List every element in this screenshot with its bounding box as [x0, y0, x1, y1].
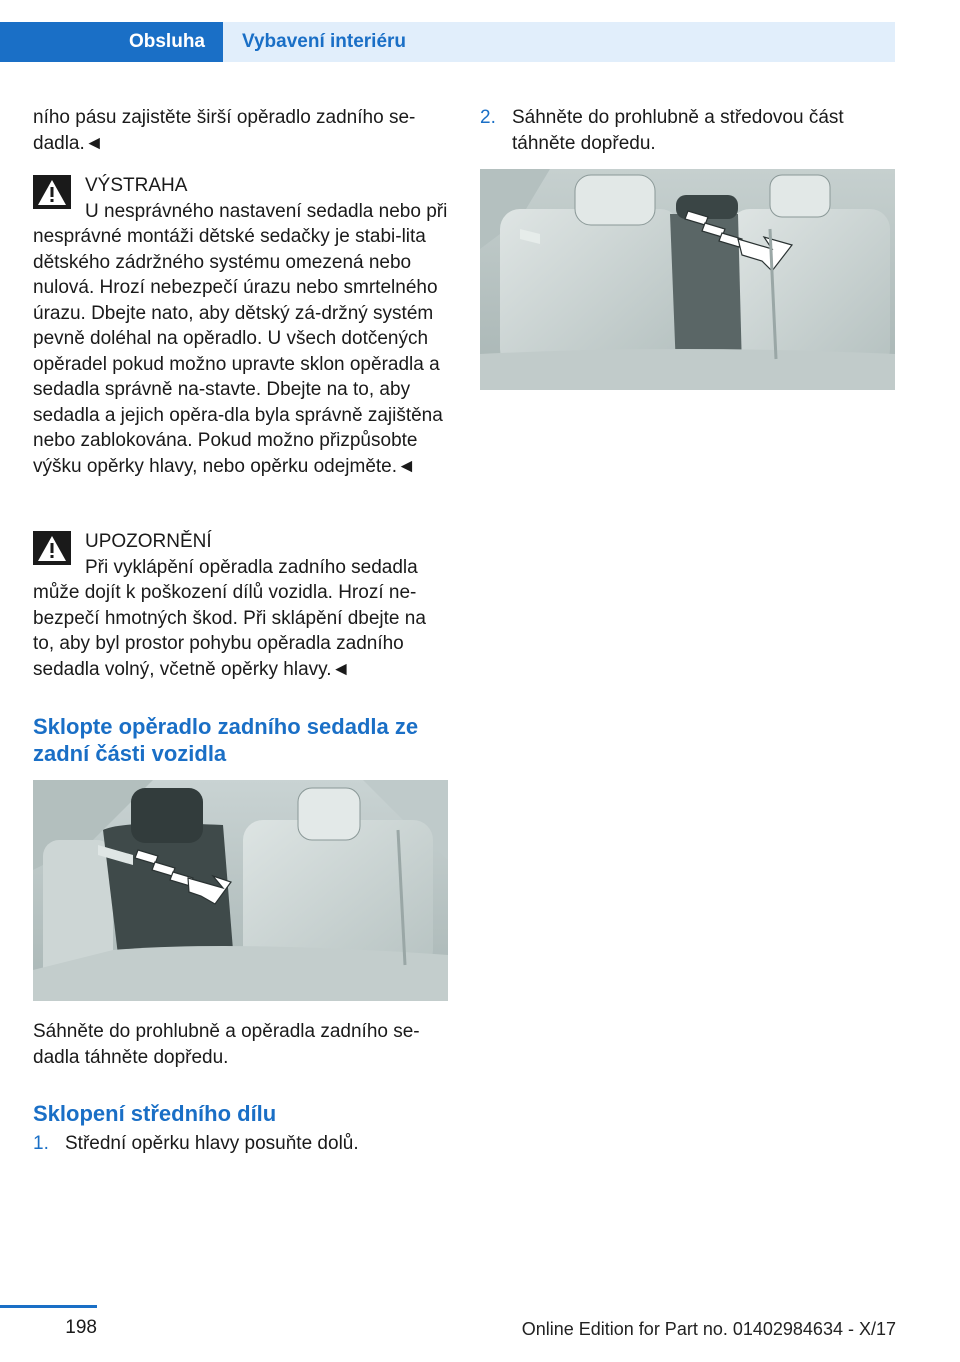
step-2-text: Sáhněte do prohlubně a středovou část táhněte dopředu.	[512, 107, 844, 154]
footer-edition: Online Edition for Part no. 01402984634 - X/17	[521, 1319, 896, 1339]
figure-caption: Sáhněte do prohlubně a opěradla zadního se‐dadla táhněte dopředu.	[33, 1021, 420, 1068]
step-1	[33, 1131, 448, 1157]
step-1-number: 1.	[33, 1133, 49, 1154]
page-number: 198	[65, 1317, 97, 1338]
warning-triangle-icon	[33, 531, 71, 565]
warning-title: VÝSTRAHA	[85, 175, 188, 196]
footer-rule	[0, 1305, 97, 1308]
intro-paragraph: ního pásu zajistěte širší opěradlo zadního se‐dadla.◄	[33, 107, 416, 154]
warning-text: U nesprávného nastavení sedadla nebo při nesprávné montáži dětské sedačky je stabi‐lita dětského zádržného systému omezená nebo nulová. Hrozí nebezpečí úrazu nebo smrtelného úrazu. Dbejte nato, aby dětský zá‐držný systém pevně doléhal na opěradlo. U všech dotčených opěradel pokud možno upravte sklon opěradla a sedadla správně na‐stavte. Dbejte na to, aby sedadla a jejich opěra‐dla byla správně zajištěna nebo zablokována. Pokud možno přizpůsobte výšku opěrky hlavy, nebo opěrku odejměte.◄	[33, 200, 448, 477]
header-tab-operation: Obsluha	[0, 22, 223, 62]
step-1-text: Střední opěrku hlavy posuňte dolů.	[65, 1133, 359, 1154]
caution-block	[33, 529, 448, 682]
rear-seat-middle-section-figure	[480, 169, 895, 390]
step-2	[480, 105, 896, 157]
step-2-number: 2.	[480, 107, 496, 128]
rear-seat-backrest-figure	[33, 780, 448, 1001]
warning-block	[33, 173, 448, 479]
caution-title: UPOZORNĚNÍ	[85, 531, 212, 552]
page-header	[0, 0, 960, 62]
section-heading: Sklopte opěradlo zadního sedadla ze zadní části vozidla	[33, 714, 419, 766]
caution-text: Při vyklápění opěradla zadního sedadla může dojít k poškození dílů vozidla. Hrozí ne‐bezpečí hmotných škod. Při sklápění dbejte na to, aby byl prostor pohybu opěradla zadního sedadla volný, včetně opěrky hlavy.◄	[33, 556, 426, 680]
header-tab-interior-equipment: Vybavení interiéru	[223, 22, 895, 62]
warning-triangle-icon	[33, 175, 71, 209]
subsection-heading: Sklopení středního dílu	[33, 1101, 277, 1126]
